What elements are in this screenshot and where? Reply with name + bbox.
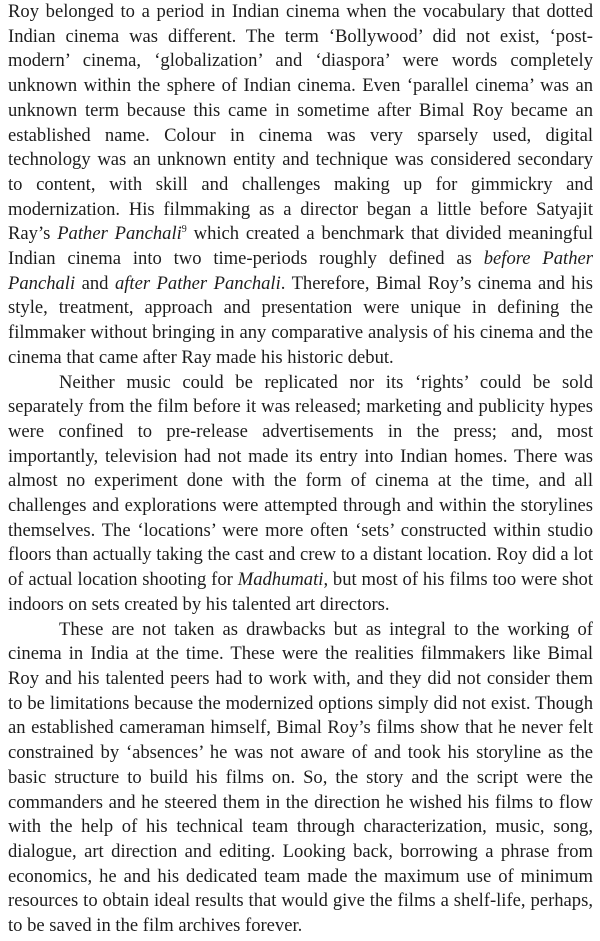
film-title-pather-panchali: Pather Panchali [57, 223, 182, 245]
paragraph-1-text-3: and [75, 272, 115, 294]
paragraph-3-text-1: These are not taken as drawbacks but as integral to the working of cinema in India at the time. These were the realities filmmakers like Bimal Roy and his talented peers had to work with, and they did not consider them to be limitations because the modernized options simply did not exist. Though an established cameraman himself, Bimal Roy’s films show that he never felt constrained by ‘absences’ he was not aware of and took his storyline as the basic structure to build his films on. So, the story and the script were the commanders and he steered them in the direction he wished his films to flow with the help of his technical team through characterization, music, song, dialogue, art direction and editing. Looking back, borrowing a phrase from economics, he and his dedicated team made the maximum use of minimum resources to obtain ideal results that would give the films a shelf-life, perhaps, to be saved in the film archives forever. [8, 618, 593, 937]
phrase-before-pather-panchali: before Pather Panchali [8, 248, 593, 294]
paragraph-1-text-4: . Therefore, Bimal Roy’s cinema and his style, treatment, approach and presentation were unique in defining the filmmaker without bringing in any comparative analysis of his cinema and the cinema that came after Ray made his historic debut. [8, 272, 593, 368]
paragraph-2 [8, 371, 593, 618]
paragraph-2-text-1: Neither music could be replicated nor its ‘rights’ could be sold separately from the film before it was released; marketing and publicity hypes were confined to pre-release advertisements in the press; and, most importantly, television had not made its entry into Indian homes. There was almost no experiment done with the form of cinema at the time, and all challenges and explorations were attempted through and within the storylines themselves. The ‘locations’ were more often ‘sets’ constructed within studio floors than actually taking the cast and crew to a distant location. Roy did a lot of actual location shooting for [8, 371, 593, 591]
paragraph-1-text-2: which created a benchmark that divided meaningful Indian cinema into two time-periods roughly defined as [8, 223, 593, 270]
footnote-marker-9: 9 [181, 224, 187, 236]
paragraph-3 [8, 618, 593, 939]
phrase-after-pather-panchali: after Pather Panchali [114, 272, 281, 294]
paragraph-1-text-1: Roy belonged to a period in Indian cinema when the vocabulary that dotted Indian cinema was different. The term ‘Bollywood’ did not exist, ‘post-modern’ cinema, ‘globalization’ and ‘diaspora’ were words completely unknown within the sphere of Indian cinema. Even ‘parallel cinema’ was an unknown term because this came in sometime after Bimal Roy became an established name. Colour in cinema was very sparsely used, digital technology was an unknown entity and technique was considered secondary to content, with skill and challenges making up for gimmickry and modernization. His filmmaking as a director began a little before Satyajit Ray’s [8, 1, 593, 245]
paragraph-2-text-2: , but most of his films too were shot indoors on sets created by his talented art directors. [8, 569, 593, 615]
film-title-madhumati: Madhumati [237, 569, 324, 591]
paragraph-1 [8, 0, 593, 371]
